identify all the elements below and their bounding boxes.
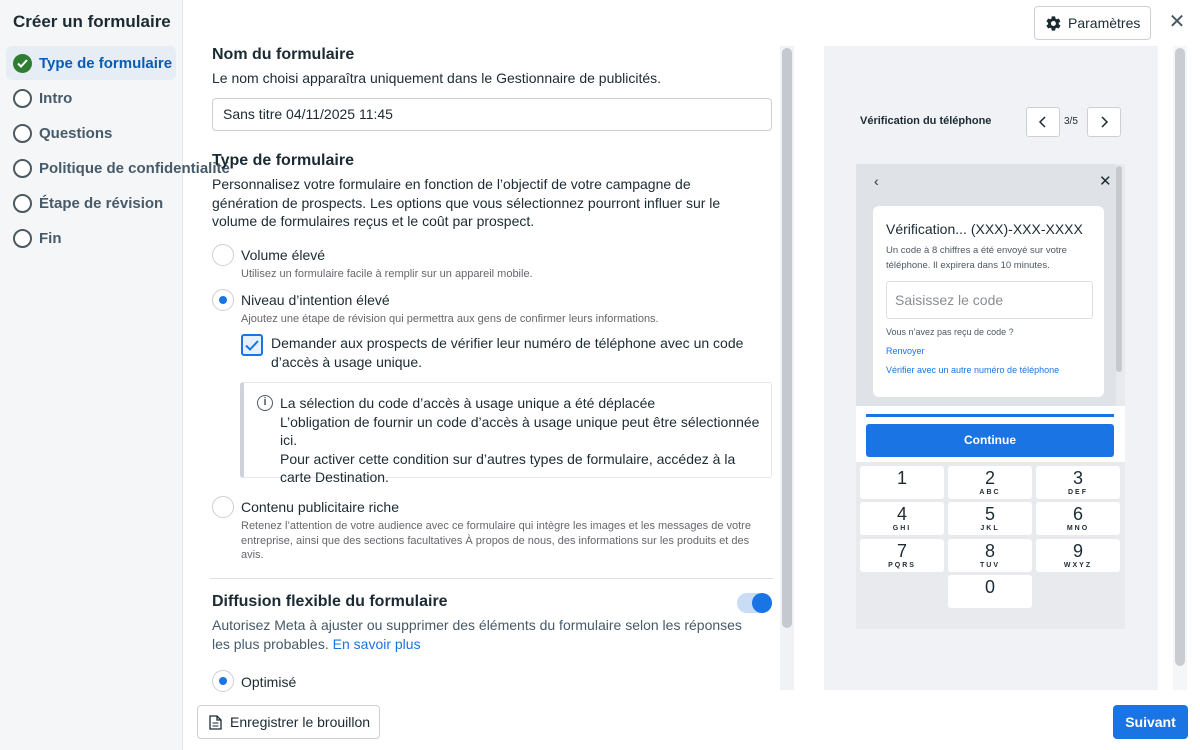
key-0 xyxy=(948,575,1032,608)
divider xyxy=(210,578,773,579)
settings-label: Paramètres xyxy=(1068,15,1141,31)
step-label: Questions xyxy=(39,124,113,142)
radio-contenu-riche[interactable] xyxy=(212,496,234,518)
name-section-title: Nom du formulaire xyxy=(212,46,355,63)
key-5 xyxy=(948,502,1032,535)
option-title: Niveau d’intention élevé xyxy=(241,292,390,308)
continue-button: Continue xyxy=(866,424,1114,457)
check-circle-icon xyxy=(13,54,32,73)
back-chevron-icon: ‹ xyxy=(874,173,879,189)
step-questions[interactable] xyxy=(6,116,176,150)
info-icon: i xyxy=(257,395,273,411)
option-description: Utilisez un formulaire facile à remplir sur un appareil mobile. xyxy=(241,268,533,280)
step-circle-icon xyxy=(13,124,32,143)
key-number: 9 xyxy=(1072,541,1083,561)
step-intro[interactable] xyxy=(6,81,176,115)
close-icon[interactable]: ✕ xyxy=(1168,11,1186,33)
save-draft-label: Enregistrer le brouillon xyxy=(230,714,371,730)
phone-preview xyxy=(856,164,1125,629)
verification-card xyxy=(873,206,1104,397)
key-number: 5 xyxy=(984,504,995,524)
other-number-link: Vérifier avec un autre numéro de téléphone xyxy=(886,365,1060,375)
resend-link: Renvoyer xyxy=(886,346,925,356)
step-label: Politique de confidentialité xyxy=(39,159,230,177)
option-title: Optimisé xyxy=(241,674,297,690)
preview-label: Vérification du téléphone xyxy=(860,115,992,127)
option-title: Contenu publicitaire riche xyxy=(241,499,399,515)
preview-page-count: 3/5 xyxy=(1064,116,1078,127)
form-name-input[interactable]: Sans titre 04/11/2025 11:45 xyxy=(212,98,772,131)
key-8 xyxy=(948,539,1032,572)
option-description: Retenez l’attention de votre audience avec ce formulaire qui intègre les images et les messages de votre entreprise, ainsi que des sections facultatives À propos de nous, des informations sur les produits et des avis. xyxy=(241,520,751,561)
check-icon xyxy=(245,340,259,351)
settings-button[interactable] xyxy=(1034,6,1151,40)
steps-list xyxy=(6,46,230,256)
preview-panel xyxy=(824,46,1158,690)
option-title: Volume élevé xyxy=(241,247,326,263)
save-draft-button[interactable] xyxy=(197,705,380,739)
key-letters: GHI xyxy=(892,525,912,532)
gear-icon xyxy=(1045,15,1062,32)
key-letters: WXYZ xyxy=(1063,562,1093,569)
form-scroll-thumb[interactable] xyxy=(782,48,792,628)
preview-prev-button[interactable] xyxy=(1026,107,1060,137)
key-letters: ABC xyxy=(979,489,1001,496)
key-letters: DEF xyxy=(1068,489,1088,496)
key-number: 3 xyxy=(1072,468,1083,488)
key-2 xyxy=(948,466,1032,499)
next-button[interactable]: Suivant xyxy=(1113,705,1188,739)
key-4 xyxy=(860,502,944,535)
no-code-text: Vous n’avez pas reçu de code ? xyxy=(886,327,1014,337)
toggle-knob xyxy=(752,593,772,613)
key-number: 2 xyxy=(984,468,995,488)
key-3 xyxy=(1036,466,1120,499)
sidebar-title: Créer un formulaire xyxy=(13,12,171,31)
phone-scrollbar xyxy=(1116,166,1122,372)
progress-bar xyxy=(866,414,1114,417)
chevron-left-icon xyxy=(1039,116,1047,128)
flex-section-description xyxy=(212,616,742,653)
info-line: La sélection du code d’accès à usage unique a été déplacée xyxy=(280,395,656,411)
sidebar xyxy=(0,0,230,750)
step-label: Type de formulaire xyxy=(39,54,173,72)
key-number: 4 xyxy=(896,504,907,524)
type-section-description: Personnalisez votre formulaire en fonction de l’objectif de votre campagne de génération de prospects. Les options que vous sélectionnez pourront influer sur le volume de formulaires reçus et le coût par prospect. xyxy=(212,176,721,229)
step-circle-icon xyxy=(13,229,32,248)
otp-checkbox-label[interactable]: Demander aux prospects de vérifier leur numéro de téléphone avec un code d’accès à usage unique. xyxy=(271,335,744,370)
radio-niveau-intention[interactable] xyxy=(212,289,234,311)
key-1 xyxy=(860,466,944,499)
chevron-right-icon xyxy=(1100,116,1108,128)
form-main xyxy=(197,40,782,690)
verification-title: Vérification... (XXX)-XXX-XXXX xyxy=(886,221,1083,237)
type-section-title: Type de formulaire xyxy=(212,152,354,169)
option-description: Ajoutez une étape de révision qui permettra aux gens de confirmer leurs informations. xyxy=(241,313,659,325)
info-box xyxy=(240,382,772,485)
radio-optimise[interactable] xyxy=(212,670,234,692)
step-label: Étape de révision xyxy=(39,194,164,212)
step-circle-icon xyxy=(13,159,32,178)
key-number: 8 xyxy=(984,541,995,561)
key-7 xyxy=(860,539,944,572)
step-label: Intro xyxy=(39,89,73,107)
step-type-de-formulaire[interactable] xyxy=(6,46,176,80)
radio-volume-eleve[interactable] xyxy=(212,244,234,266)
key-9 xyxy=(1036,539,1120,572)
flex-delivery-toggle[interactable] xyxy=(737,593,772,613)
flex-section-title: Diffusion flexible du formulaire xyxy=(212,593,448,610)
step-label: Fin xyxy=(39,229,62,247)
key-number: 1 xyxy=(896,468,907,488)
info-line: Pour activer cette condition sur d’autres types de formulaire, accédez à la carte Destination. xyxy=(280,450,736,485)
key-letters: PQRS xyxy=(888,562,916,569)
key-letters: MNO xyxy=(1066,525,1090,532)
flex-description-text: Autorisez Meta à ajuster ou supprimer des éléments du formulaire selon les réponses les plus probables. xyxy=(212,617,742,652)
key-number: 0 xyxy=(984,577,995,597)
name-section-description: Le nom choisi apparaîtra uniquement dans le Gestionnaire de publicités. xyxy=(212,70,662,86)
step-circle-icon xyxy=(13,89,32,108)
otp-checkbox[interactable] xyxy=(241,334,263,356)
preview-next-button[interactable] xyxy=(1087,107,1121,137)
step-fin[interactable] xyxy=(6,221,176,255)
close-icon: ✕ xyxy=(1099,173,1112,190)
learn-more-link[interactable]: En savoir plus xyxy=(332,635,421,652)
preview-scroll-thumb[interactable] xyxy=(1175,48,1185,666)
verification-description: Un code à 8 chiffres a été envoyé sur votre téléphone. Il expirera dans 10 minutes. xyxy=(886,245,1067,271)
step-revision[interactable] xyxy=(6,186,176,220)
info-line: L’obligation de fournir un code d’accès à usage unique peut être sélectionnée ici. xyxy=(280,413,760,448)
step-politique[interactable] xyxy=(6,151,230,185)
key-letters: JKL xyxy=(980,525,1000,532)
code-input: Saisissez le code xyxy=(886,281,1093,319)
key-number: 7 xyxy=(896,541,907,561)
info-text xyxy=(280,394,765,487)
key-6 xyxy=(1036,502,1120,535)
key-letters: TUV xyxy=(980,562,1000,569)
key-number: 6 xyxy=(1072,504,1083,524)
step-circle-icon xyxy=(13,194,32,213)
document-icon xyxy=(209,715,222,730)
